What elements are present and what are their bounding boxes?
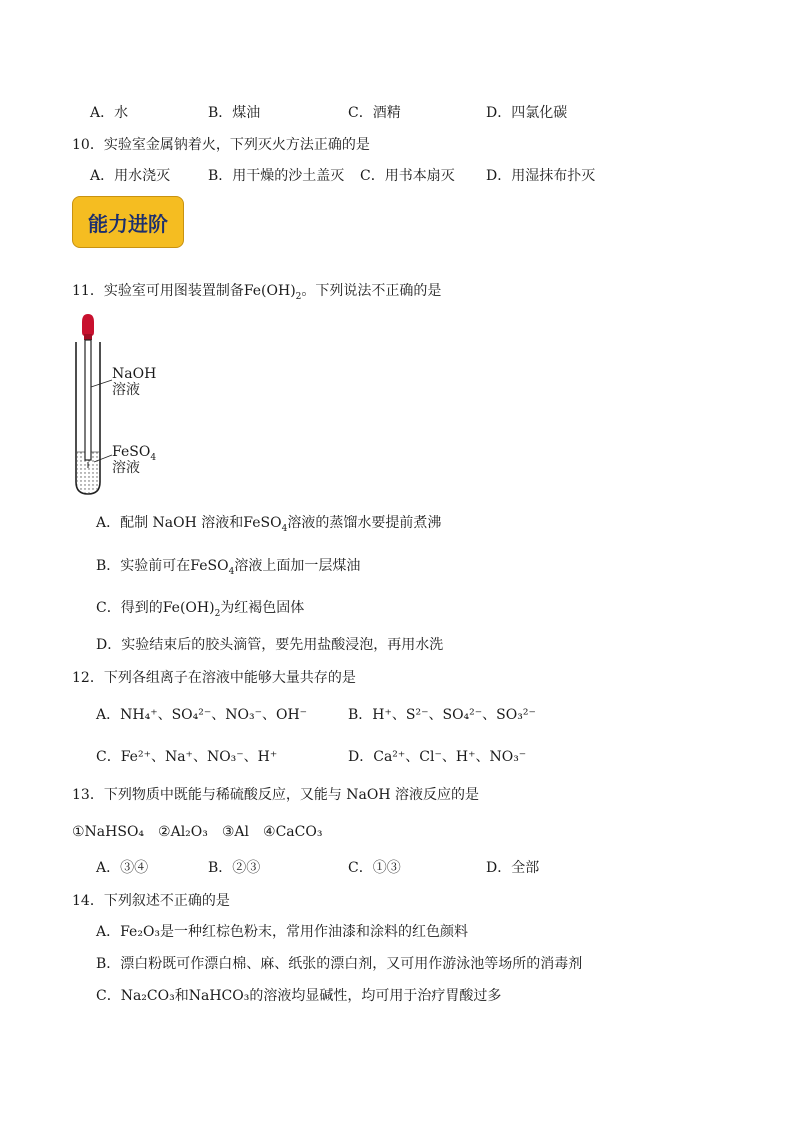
q10-stem: 10．实验室金属钠着火，下列灭火方法正确的是 <box>72 137 370 153</box>
q11-stem <box>72 280 441 300</box>
q14-option-a: A．Fe₂O₃是一种红棕色粉末，常用作油漆和涂料的红色颜料 <box>96 924 469 940</box>
q12-option-a-ions: NH₄⁺、SO₄²⁻、NO₃⁻、OH⁻ <box>120 707 308 723</box>
q13-option-b: B．②③ <box>208 860 261 876</box>
q12-option-c-ions: Fe²⁺、Na⁺、NO₃⁻、H⁺ <box>120 749 278 765</box>
q11-option-c-post: 为红褐色固体 <box>220 600 305 616</box>
q12-option-a-label: A． <box>96 707 121 723</box>
diagram-label-feso4-formula: FeSO <box>112 444 151 460</box>
q14-option-c: C．Na₂CO₃和NaHCO₃的溶液均显碱性，均可用于治疗胃酸过多 <box>96 988 502 1004</box>
q11-option-b-pre: B．实验前可在 <box>96 558 191 574</box>
diagram-label-feso4-sub: 4 <box>150 452 157 463</box>
q12-option-c-label: C． <box>96 749 121 765</box>
q11-option-c <box>96 597 304 617</box>
diagram-label-naoh: NaOH <box>112 366 157 382</box>
q11-option-a-formula: FeSO <box>243 515 282 531</box>
section-badge: 能力进阶 <box>72 196 184 248</box>
dropper-bulb-icon <box>82 314 94 336</box>
q9-option-d: D．四氯化碳 <box>486 105 568 121</box>
q10-option-c: C．用书本扇灭 <box>360 168 455 184</box>
q9-option-b: B．煤油 <box>208 105 261 121</box>
q11-stem-formula: Fe(OH) <box>243 283 296 299</box>
q14-option-b: B．漂白粉既可作漂白棉、麻、纸张的漂白剂，又可用作游泳池等场所的消毒剂 <box>96 956 583 972</box>
dropper-tube <box>85 340 91 460</box>
q12-option-b-label: B． <box>348 707 373 723</box>
q12-option-b <box>348 704 536 724</box>
q11-option-b-formula: FeSO <box>190 558 229 574</box>
diagram-label-naoh-solution: 溶液 <box>112 382 140 398</box>
q10-option-b: B．用干燥的沙土盖灭 <box>208 168 345 184</box>
q11-option-a <box>96 512 441 532</box>
q12-option-a <box>96 704 307 724</box>
q13-option-c: C．①③ <box>348 860 401 876</box>
q12-option-d-label: D． <box>348 749 374 765</box>
q10-option-a: A．用水浇灭 <box>90 168 171 184</box>
diagram-label-feso4-solution: 溶液 <box>112 460 140 476</box>
q11-option-a-sub: 4 <box>281 523 288 534</box>
test-tube-diagram <box>64 312 174 502</box>
q12-stem: 12．下列各组离子在溶液中能够大量共存的是 <box>72 670 356 686</box>
q13-option-d: D．全部 <box>486 860 540 876</box>
q11-option-b-sub: 4 <box>228 566 235 577</box>
q11-option-b-post: 溶液上面加一层煤油 <box>234 558 361 574</box>
q11-option-b <box>96 555 360 575</box>
q11-option-c-sub: 2 <box>214 608 221 619</box>
q14-stem: 14．下列叙述不正确的是 <box>72 893 230 909</box>
q11-option-a-post: 溶液的蒸馏水要提前煮沸 <box>287 515 442 531</box>
q12-option-c <box>96 746 277 766</box>
q11-option-c-pre: C．得到的 <box>96 600 163 616</box>
diagram-label-feso4 <box>112 444 157 463</box>
q11-option-d: D．实验结束后的胶头滴管，要先用盐酸浸泡，再用水洗 <box>96 637 444 653</box>
q12-option-b-ions: H⁺、S²⁻、SO₄²⁻、SO₃²⁻ <box>372 707 536 723</box>
naoh-pointer <box>91 380 112 387</box>
q13-option-a: A．③④ <box>96 860 149 876</box>
q12-option-d-ions: Ca²⁺、Cl⁻、H⁺、NO₃⁻ <box>373 749 527 765</box>
q13-items: ①NaHSO₄ ②Al₂O₃ ③Al ④CaCO₃ <box>72 824 323 840</box>
q12-option-d <box>348 746 526 766</box>
q9-option-c: C．酒精 <box>348 105 401 121</box>
q11-stem-formula-sub: 2 <box>295 291 302 302</box>
q11-stem-post: 。下列说法不正确的是 <box>301 283 442 299</box>
dropper-collar <box>84 334 92 340</box>
q11-option-c-formula: Fe(OH) <box>162 600 215 616</box>
q9-option-a: A．水 <box>90 105 129 121</box>
q11-option-a-pre: A．配制 NaOH 溶液和 <box>96 515 244 531</box>
q13-stem: 13．下列物质中既能与稀硫酸反应，又能与 NaOH 溶液反应的是 <box>72 787 479 803</box>
q11-stem-pre: 11．实验室可用图装置制备 <box>72 283 244 299</box>
q10-option-d: D．用湿抹布扑灭 <box>486 168 596 184</box>
